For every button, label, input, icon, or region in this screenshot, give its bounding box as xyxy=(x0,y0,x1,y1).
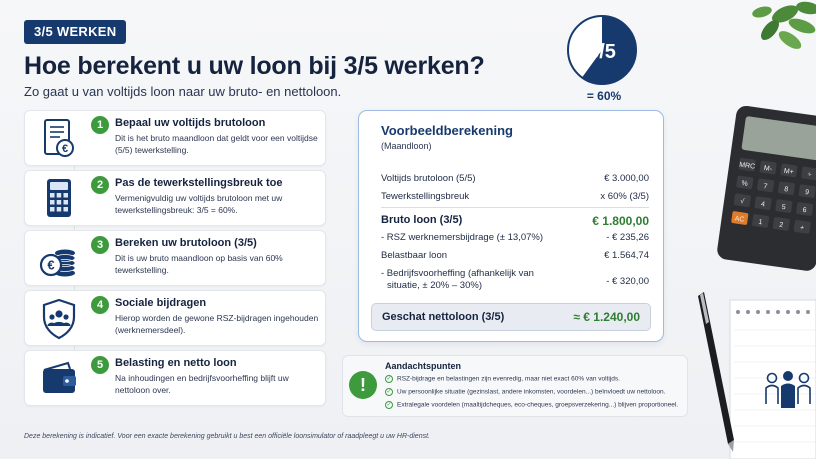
step-description: Vermenigvuldig uw voltijds brutoloon met uw tewerkstellingsbreuk: 3/5 = 60%. xyxy=(115,193,283,215)
svg-text:M-: M- xyxy=(763,164,773,174)
point-text: Uw persoonlijke situatie (gezinslast, andere inkomsten, voordelen...) beïnvloedt uw nettoloon. xyxy=(397,388,666,396)
step-description: Na inhoudingen en bedrijfsvoorheffing blijft uw nettoloon over. xyxy=(115,373,289,395)
step-description: Dit is uw bruto maandloon op basis van 60% tewerkstelling. xyxy=(115,253,283,275)
point-item xyxy=(385,388,665,396)
step-description: Hierop worden de gewone RSZ-bijdragen ingehouden (werknemersdeel). xyxy=(115,313,319,335)
shield-people-icon xyxy=(35,297,83,341)
row-value: € 1.800,00 xyxy=(592,214,649,228)
svg-text:AC: AC xyxy=(734,215,745,224)
check-icon: ✓ xyxy=(386,389,392,395)
row-label-cont: situatie, ± 20% – 30%) xyxy=(387,280,482,291)
plant-icon xyxy=(751,0,816,52)
svg-text:€: € xyxy=(47,257,55,273)
step-5 xyxy=(24,350,326,406)
example-card xyxy=(358,110,664,342)
exclamation-icon: ! xyxy=(349,371,377,399)
svg-text:2: 2 xyxy=(778,221,784,230)
svg-text:9: 9 xyxy=(804,188,810,197)
svg-text:+: + xyxy=(799,224,805,233)
svg-text:5: 5 xyxy=(781,203,787,212)
notebook-photo xyxy=(730,300,816,459)
point-item xyxy=(385,401,678,409)
step-number: 4 xyxy=(91,296,109,314)
calculator-photo xyxy=(716,105,816,272)
section-tag: 3/5 WERKEN xyxy=(24,20,126,44)
svg-text:8: 8 xyxy=(783,186,789,194)
row-value: - € 235,26 xyxy=(606,232,649,243)
svg-text:MRC: MRC xyxy=(738,161,756,171)
svg-text:6: 6 xyxy=(802,206,807,215)
svg-text:√: √ xyxy=(739,197,745,206)
example-title: Voorbeeldberekening xyxy=(381,123,513,138)
calculator-icon xyxy=(35,177,83,221)
page-subtitle: Zo gaat u van voltijds loon naar uw bruto- en nettoloon. xyxy=(24,84,342,99)
step-number: 5 xyxy=(91,356,109,374)
svg-text:7: 7 xyxy=(762,183,768,191)
example-subtitle: (Maandloon) xyxy=(381,141,432,151)
decorative-desk-items xyxy=(690,0,816,459)
row-label: Tewerkstellingsbreuk xyxy=(381,191,470,202)
pie-svg xyxy=(566,14,638,86)
net-value: ≈ € 1.240,00 xyxy=(573,310,640,324)
check-icon: ✓ xyxy=(386,376,392,382)
net-salary-box xyxy=(371,303,651,331)
step-title: Belasting en netto loon xyxy=(115,357,237,369)
footnote: Deze berekening is indicatief. Voor een exacte berekening gebruikt u best een officiële loonsimulator of raadpleegt u uw HR-dienst. xyxy=(24,433,430,440)
row-label: - Bedrijfsvoorheffing (afhankelijk van xyxy=(381,268,534,279)
check-icon: ✓ xyxy=(386,402,392,408)
step-title: Bepaal uw voltijds brutoloon xyxy=(115,117,266,129)
fraction-pie xyxy=(566,14,638,86)
svg-text:1: 1 xyxy=(757,218,763,227)
step-title: Bereken uw brutoloon (3/5) xyxy=(115,237,257,249)
svg-text:%: % xyxy=(741,180,749,188)
attention-points xyxy=(342,355,688,417)
point-item xyxy=(385,375,620,383)
svg-text:M+: M+ xyxy=(783,167,795,177)
points-title: Aandachtspunten xyxy=(385,361,462,371)
row-value: € 1.564,74 xyxy=(604,250,649,261)
step-description: Dit is het bruto maandloon dat geldt voor een voltijdse (5/5) tewerkstelling. xyxy=(115,133,318,155)
row-value: € 3.000,00 xyxy=(604,173,649,184)
step-number: 2 xyxy=(91,176,109,194)
svg-text:€: € xyxy=(61,143,69,155)
pie-label: 3/5 xyxy=(588,41,616,63)
step-title: Sociale bijdragen xyxy=(115,297,207,309)
row-label: Voltijds brutoloon (5/5) xyxy=(381,173,476,184)
pie-caption: = 60% xyxy=(586,89,622,103)
row-label: Belastbaar loon xyxy=(381,250,448,261)
step-1 xyxy=(24,110,326,166)
page-title: Hoe berekent u uw loon bij 3/5 werken? xyxy=(24,52,485,80)
wallet-icon xyxy=(35,357,83,401)
row-label: Bruto loon (3/5) xyxy=(381,214,463,226)
divider xyxy=(381,207,649,208)
step-number: 3 xyxy=(91,236,109,254)
row-value: - € 320,00 xyxy=(606,276,649,287)
point-text: Extralegale voordelen (maaltijdcheques, eco-cheques, groepsverzekering...) blijven proportioneel. xyxy=(397,401,679,409)
coins-euro-icon xyxy=(35,237,83,281)
svg-text:4: 4 xyxy=(760,200,766,209)
document-euro-icon xyxy=(35,117,83,161)
svg-text:÷: ÷ xyxy=(807,171,812,179)
pen-photo xyxy=(698,292,734,452)
point-text: RSZ-bijdrage en belastingen zijn evenredig, maar niet exact 60% van voltijds. xyxy=(397,375,620,383)
step-2 xyxy=(24,170,326,226)
step-4 xyxy=(24,290,326,346)
row-value: x 60% (3/5) xyxy=(600,191,649,202)
row-label: - RSZ werknemersbijdrage (± 13,07%) xyxy=(381,232,544,243)
step-number: 1 xyxy=(91,116,109,134)
step-3 xyxy=(24,230,326,286)
net-label: Geschat nettoloon (3/5) xyxy=(382,311,505,323)
step-title: Pas de tewerkstellingsbreuk toe xyxy=(115,177,283,189)
